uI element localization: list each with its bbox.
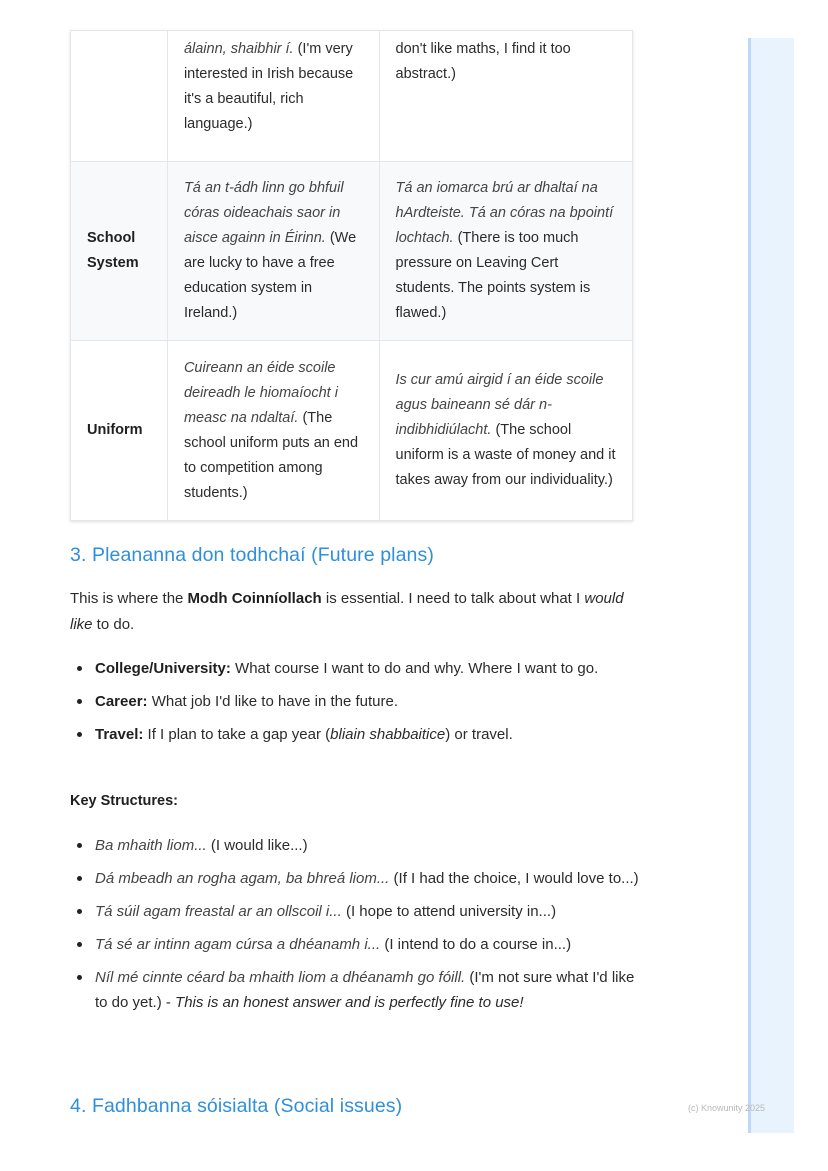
section-heading: 3. Pleananna don todhchaí (Future plans) — [70, 544, 434, 566]
item-italic: bliain shabbaitice — [330, 726, 446, 743]
negative-cell — [379, 31, 633, 162]
irish-text: álainn, shaibhir í. — [183, 41, 294, 57]
irish-text: Tá sé ar intinn agam cúrsa a dhéanamh i... — [95, 936, 381, 953]
item-label: Career: — [95, 693, 148, 710]
bullet-icon — [77, 975, 82, 980]
positive-cell — [167, 162, 379, 341]
item-text: If I plan to take a gap year ( — [143, 726, 331, 743]
english-text: (We are lucky to have a free education system in Ireland.) — [183, 230, 357, 321]
item-text: What job I'd like to have in the future. — [147, 693, 399, 710]
intro-text: is essential. I need to talk about what I — [321, 590, 585, 607]
irish-text: Níl mé cinnte céard ba mhaith liom a dhéanamh go fóill. — [95, 969, 466, 986]
irish-text: Ba mhaith liom... — [95, 837, 207, 854]
english-text: (The school uniform is a waste of money and it takes away from our individuality.) — [395, 422, 616, 488]
positive-cell — [167, 31, 379, 162]
row-label: School System — [71, 162, 168, 341]
note-text: This is an honest answer and is perfectly fine to use! — [175, 994, 524, 1011]
negative-cell — [379, 341, 633, 521]
bullet-icon — [77, 909, 82, 914]
intro-text: to do. — [92, 616, 135, 633]
english-text: (I'm not sure what I'd like to do yet.) - — [95, 969, 635, 1011]
list-item — [70, 689, 640, 714]
negative-cell — [379, 162, 633, 341]
english-text: (If I had the choice, I would love to...) — [389, 870, 639, 887]
list-item — [70, 722, 640, 747]
english-text: (The school uniform puts an end to competition among students.) — [183, 409, 359, 501]
intro-paragraph — [70, 586, 650, 638]
list-item — [70, 656, 640, 681]
irish-text: Tá an t-ádh linn go bhfuil córas oideachais saor in aisce againn in Éirinn. — [183, 180, 344, 246]
plans-list — [70, 656, 640, 755]
irish-text: Cuireann an éide scoile deireadh le hiomaíocht i measc na ndaltaí. — [183, 359, 338, 426]
item-text: What course I want to do and why. Where I want to go. — [230, 660, 599, 677]
irish-text: Tá súil agam freastal ar an ollscoil i... — [95, 903, 342, 920]
table-row — [71, 31, 633, 162]
bullet-icon — [77, 699, 82, 704]
bullet-icon — [77, 876, 82, 881]
list-item — [70, 965, 640, 1015]
structures-list — [70, 833, 640, 1023]
irish-text: Is cur amú airgid í an éide scoile agus baineann sé dár n-indibhidiúlacht. — [395, 372, 604, 438]
intro-italic: would like — [70, 590, 624, 633]
row-label — [71, 31, 168, 162]
bullet-icon — [77, 843, 82, 848]
list-item — [70, 833, 640, 858]
list-item — [70, 866, 640, 891]
english-text: (I intend to do a course in...) — [380, 936, 572, 953]
side-panel — [748, 38, 794, 1133]
intro-bold: Modh Coinníollach — [187, 590, 322, 607]
row-label: Uniform — [71, 341, 168, 521]
item-label: College/University: — [95, 660, 231, 677]
item-text: ) or travel. — [445, 726, 513, 743]
bullet-icon — [77, 942, 82, 947]
bullet-icon — [77, 732, 82, 737]
watermark: (c) Knowunity 2025 — [688, 1103, 766, 1113]
english-text: (I'm very interested in Irish because it's a beautiful, rich language.) — [183, 41, 354, 132]
list-item — [70, 932, 640, 957]
positive-cell — [167, 341, 379, 521]
section-heading: 4. Fadhbanna sóisialta (Social issues) — [70, 1095, 403, 1117]
english-text: don't like maths, I find it too abstract.) — [395, 41, 571, 82]
irish-text: Dá mbeadh an rogha agam, ba bhreá liom... — [95, 870, 390, 887]
key-structures-title: Key Structures: — [70, 793, 178, 809]
comparison-table — [70, 30, 633, 521]
table-row — [71, 341, 633, 521]
table-row — [71, 162, 633, 341]
intro-text: This is where the — [70, 590, 188, 607]
list-item — [70, 899, 640, 924]
english-text: (I would like...) — [206, 837, 308, 854]
item-label: Travel: — [95, 726, 144, 743]
english-text: (I hope to attend university in...) — [341, 903, 557, 920]
english-text: (There is too much pressure on Leaving Cert students. The points system is flawed.) — [395, 230, 591, 321]
irish-text: Tá an iomarca brú ar dhaltaí na hArdteiste. Tá an córas na bpointí lochtach. — [395, 180, 614, 246]
bullet-icon — [77, 666, 82, 671]
